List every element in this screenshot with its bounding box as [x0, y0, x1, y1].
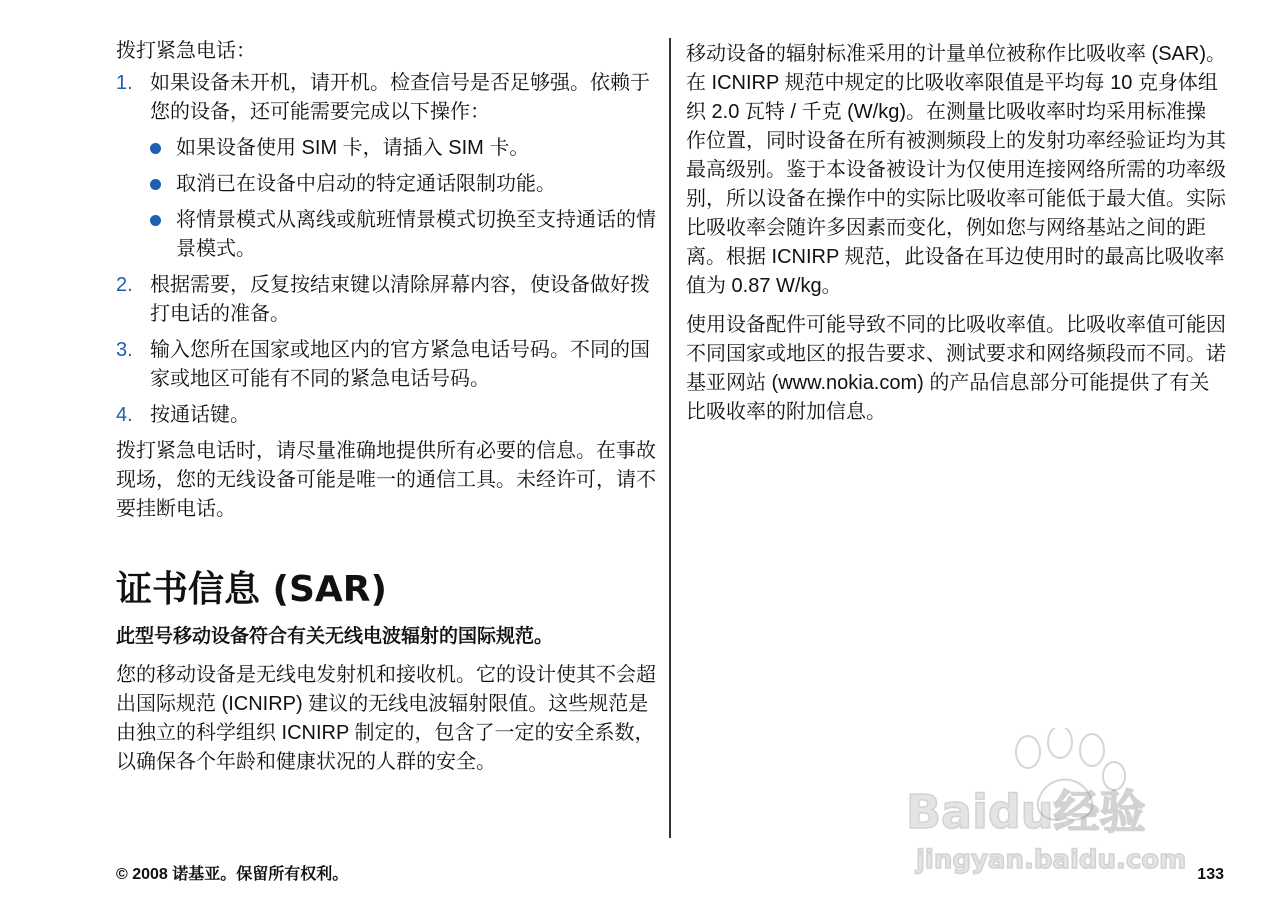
section-lead: 此型号移动设备符合有关无线电波辐射的国际规范。 [116, 626, 554, 647]
step-item [116, 69, 656, 264]
step-item [116, 401, 656, 430]
left-column [116, 37, 656, 777]
section-body: 您的移动设备是无线电发射机和接收机。它的设计使其不会超出国际规范 (ICNIRP) 建议的无线电波辐射限值。这些规范是由独立的科学组织 ICNIRP 制定的，包含了一定的安全系数，以确保各个年龄和健康状况的人群的安全。 [116, 664, 656, 773]
bullet-dot-icon [150, 179, 161, 190]
bullet-dot-icon [150, 215, 161, 226]
bullet-item [150, 206, 656, 264]
section-title: 证书信息 (SAR) [116, 569, 387, 610]
emergency-call-note: 拨打紧急电话时，请尽量准确地提供所有必要的信息。在事故现场，您的无线设备可能是唯一的通信工具。未经许可，请不要挂断电话。 [116, 440, 656, 520]
sar-paragraph-2: 使用设备配件可能导致不同的比吸收率值。比吸收率值可能因不同国家或地区的报告要求、测试要求和网络频段而不同。诺基亚网站 (www.nokia.com) 的产品信息部分可能提供了有关比吸收率的附加信息。 [686, 314, 1226, 423]
step-text: 按通话键。 [150, 404, 250, 426]
step-number: 3. [116, 339, 133, 361]
step-number: 1. [116, 72, 133, 94]
bullet-text: 如果设备使用 SIM 卡，请插入 SIM 卡。 [176, 137, 530, 159]
step-text: 输入您所在国家或地区内的官方紧急电话号码。不同的国家或地区可能有不同的紧急电话号码。 [150, 339, 650, 390]
page-number: 133 [1197, 866, 1224, 883]
emergency-call-intro: 拨打紧急电话： [116, 40, 256, 62]
sar-paragraph-1: 移动设备的辐射标准采用的计量单位被称作比吸收率 (SAR)。在 ICNIRP 规范中规定的比吸收率限值是平均每 10 克身体组织 2.0 瓦特 / 千克 (W/kg)。在测量比吸收率时均采用标准操作位置，同时设备在所有被测频段上的发射功率经验证均为其最高级别。鉴于本设备被设计为仅使用连接网络所需的功率级别，所以设备在操作中的实际比吸收率可能低于最大值。实际比吸收率会随许多因素而变化，例如您与网络基站之间的距离。根据 ICNIRP 规范，此设备在耳边使用时的最高比吸收率值为 0.87 W/kg。 [686, 43, 1226, 297]
bullet-text: 取消已在设备中启动的特定通话限制功能。 [176, 173, 556, 195]
step-number: 4. [116, 404, 133, 426]
step-item [116, 336, 656, 394]
baidu-jingyan-watermark-logo [900, 728, 1215, 878]
column-divider [669, 38, 671, 838]
emergency-steps-list [116, 69, 656, 430]
copyright-footer: © 2008 诺基亚。保留所有权利。 [116, 866, 349, 883]
bullet-text: 将情景模式从离线或航班情景模式切换至支持通话的情景模式。 [176, 209, 656, 260]
step-text: 如果设备未开机，请开机。检查信号是否足够强。依赖于您的设备，还可能需要完成以下操作： [150, 72, 650, 123]
right-column [686, 40, 1226, 427]
watermark-url-text: jingyan.baidu.com [916, 845, 1187, 875]
step-number: 2. [116, 274, 133, 296]
bullet-dot-icon [150, 143, 161, 154]
step-text: 根据需要，反复按结束键以清除屏幕内容，使设备做好拨打电话的准备。 [150, 274, 650, 325]
bullet-item [150, 134, 656, 163]
step-bullet-list [150, 134, 656, 264]
step-item [116, 271, 656, 329]
watermark-brand-text: Baidu经验 [906, 785, 1146, 839]
bullet-item [150, 170, 656, 199]
